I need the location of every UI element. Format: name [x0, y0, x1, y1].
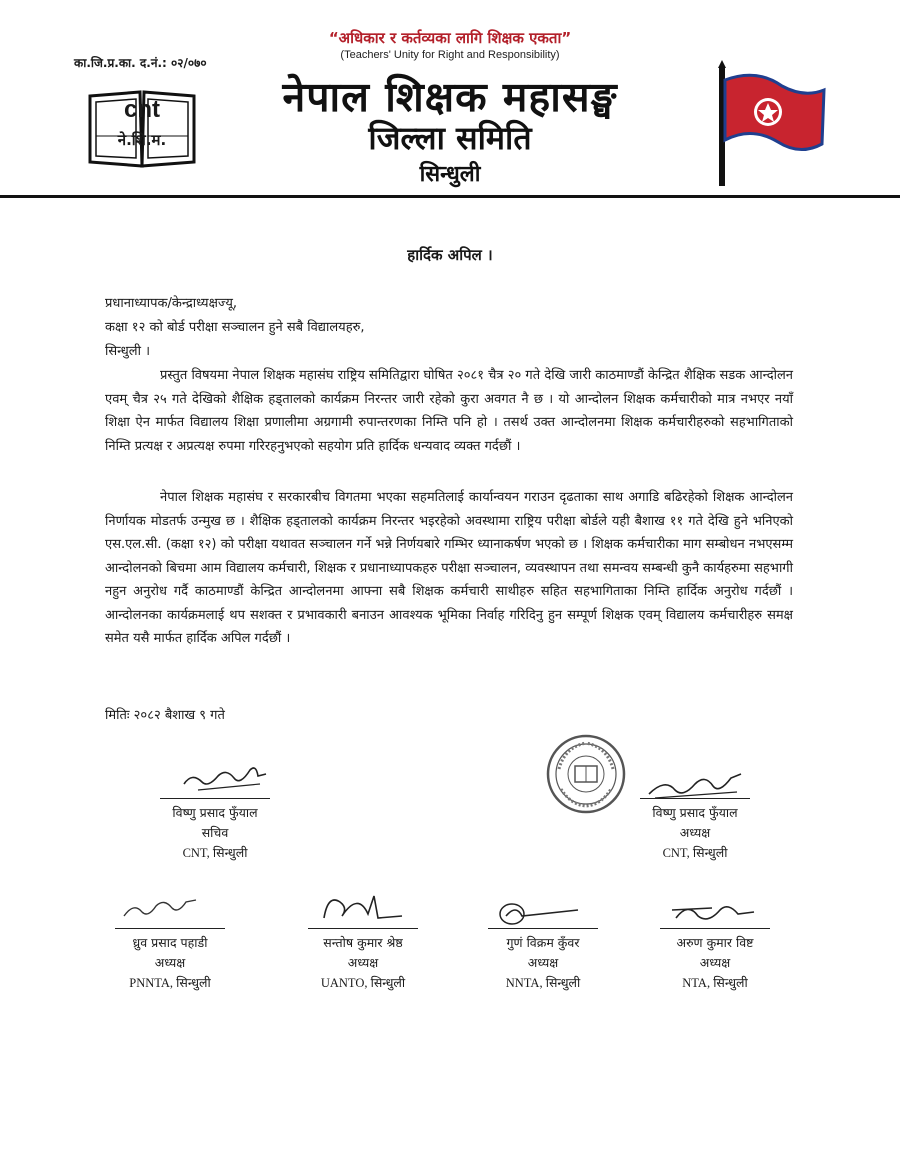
signature-line — [660, 928, 770, 929]
signatory-name: गुणं विक्रम कुँवर — [506, 935, 580, 950]
party-flag-icon — [712, 60, 832, 188]
signatory-nnta — [458, 928, 628, 993]
address-line: प्रधानाध्यापक/केन्द्राध्यक्षज्यू, — [105, 296, 238, 311]
motto-english: (Teachers' Unity for Right and Responsibility) — [340, 49, 560, 61]
body-paragraph: प्रस्तुत विषयमा नेपाल शिक्षक महासंघ राष्ट्रिय समितिद्वारा घोषित २०८१ चैत्र २० गते देखि जारी काठमाण्डौं केन्द्रित शैक्षिक सडक आन्दोलन एवम् चैत्र २५ गते देखिको शैक्षिक हड्तालको कार्यक्रम निरन्तर जारी रहेको कुरा अवगत नै छ । यो आन्दोलन शिक्षक कर्मचारीको मात्र नभएर नयाँ शिक्षा ऐन मार्फत विद्यालय शिक्षा प्रणालीमा अग्रगामी रुपान्तरणका निम्ति पनि हो । तसर्थ उक्त आन्दोलनमा शिक्षक कर्मचारीहरुको सहभागिताको निम्ति प्रत्यक्ष र अप्रत्यक्ष रुपमा गरिरहनुभएको सहयोग प्रति हार्दिक धन्यवाद व्यक्त गर्दछौं । — [105, 368, 793, 454]
signatory-role: अध्यक्ष — [527, 955, 559, 970]
committee-name: जिल्ला समिति — [368, 119, 532, 157]
signatory-president — [610, 798, 780, 863]
signatory-org: NNTA, सिन्धुली — [505, 976, 581, 990]
reference-number: का.जि.प्र.का. द.नं.: ०२/०७० — [74, 56, 207, 70]
signatory-org: PNNTA, सिन्धुली — [129, 976, 211, 990]
signatory-org: CNT, सिन्धुली — [182, 846, 248, 860]
signatory-name: विष्णु प्रसाद फुँयाल — [652, 805, 738, 820]
signature-scribble — [120, 894, 200, 924]
signature-line — [115, 928, 225, 929]
address-line: सिन्धुली । — [105, 344, 150, 359]
signature-line — [640, 798, 750, 799]
signatory-uanto — [278, 928, 448, 993]
address-line: कक्षा १२ को बोर्ड परीक्षा सञ्चालन हुने सबै विद्यालयहरु, — [105, 320, 365, 335]
signature-scribble — [645, 768, 745, 802]
signature-scribble — [492, 898, 582, 930]
signatory-name: अरुण कुमार विष्ट — [676, 935, 754, 950]
motto: “अधिकार र कर्तव्यका लागि शिक्षक एकता” — [328, 29, 572, 47]
signatory-org: CNT, सिन्धुली — [662, 846, 728, 860]
signatory-org: UANTO, सिन्धुली — [320, 976, 406, 990]
signatory-name: ध्रुव प्रसाद पहाडी — [132, 935, 208, 950]
signature-line — [488, 928, 598, 929]
signature-line — [308, 928, 418, 929]
signatory-pnnta — [85, 928, 255, 993]
logo-text-top: cnt — [124, 96, 160, 123]
signatory-name: सन्तोष कुमार श्रेष्ठ — [323, 935, 403, 950]
signatory-role: अध्यक्ष — [154, 955, 186, 970]
signatory-role: अध्यक्ष — [679, 825, 711, 840]
signature-line — [160, 798, 270, 799]
signatory-secretary — [130, 798, 300, 863]
body-paragraph: नेपाल शिक्षक महासंघ र सरकारबीच विगतमा भएका सहमतिलाई कार्यान्वयन गराउन दृढताका साथ अगाडि बढिरहेको शिक्षक आन्दोलन निर्णायक मोडतर्फ उन्मुख छ । शैक्षिक हड्तालको कार्यक्रम निरन्तर भइरहेको अवस्थामा राष्ट्रिय परीक्षा बोर्डले यही बैशाख ११ गते देखि हुने भनिएको एस.एल.सी. (कक्षा १२) को परीक्षा यथावत सञ्चालन गर्ने भन्ने निर्णयबारे गम्भिर ध्यानाकर्षण भएको छ । शिक्षक कर्मचारीका माग सम्बोधन नभएसम्म आन्दोलनको बिचमा आम विद्यालय कर्मचारी, शिक्षक र प्रधानाध्यापकहरु परीक्षा सञ्चालन, व्यवस्थापन तथा समन्वय सम्बन्धी कुनै कार्यहरुमा सहभागी नहुन अनुरोध गर्दै काठमाण्डौं केन्द्रित आन्दोलनमा आफ्ना सबै शिक्षक कर्मचारी साथीहरु सहित सहभागिताका निम्ति हार्दिक अनुरोध गर्दछौं । आन्दोलनका कार्यक्रमलाई थप सशक्त र प्रभावकारी बनाउन आवश्यक भूमिका निर्वाह गरिदिनु हुन सम्पूर्ण शिक्षक एवम् विद्यालय कर्मचारीहरु समक्ष समेत यसै मार्फत हार्दिक अपिल गर्दछौं । — [105, 490, 793, 646]
signature-scribble — [668, 898, 758, 928]
signatory-name: विष्णु प्रसाद फुँयाल — [172, 805, 258, 820]
organization-name: नेपाल शिक्षक महासङ्घ — [282, 73, 618, 121]
party-flag — [712, 60, 832, 188]
signatory-org: NTA, सिन्धुली — [682, 976, 748, 990]
logo-text-bottom: ने.शि.म. — [117, 131, 167, 149]
signature-scribble — [178, 762, 268, 796]
signatory-role: अध्यक्ष — [347, 955, 379, 970]
header-divider — [0, 195, 900, 198]
signatory-role: सचिव — [201, 825, 229, 840]
district-name: सिन्धुली — [419, 162, 481, 187]
letter-date: मितिः २०८२ बैशाख ९ गते — [105, 708, 225, 723]
signatory-role: अध्यक्ष — [699, 955, 731, 970]
signatory-nta — [630, 928, 800, 993]
letter-title: हार्दिक अपिल । — [407, 246, 493, 264]
signature-scribble — [318, 888, 408, 928]
